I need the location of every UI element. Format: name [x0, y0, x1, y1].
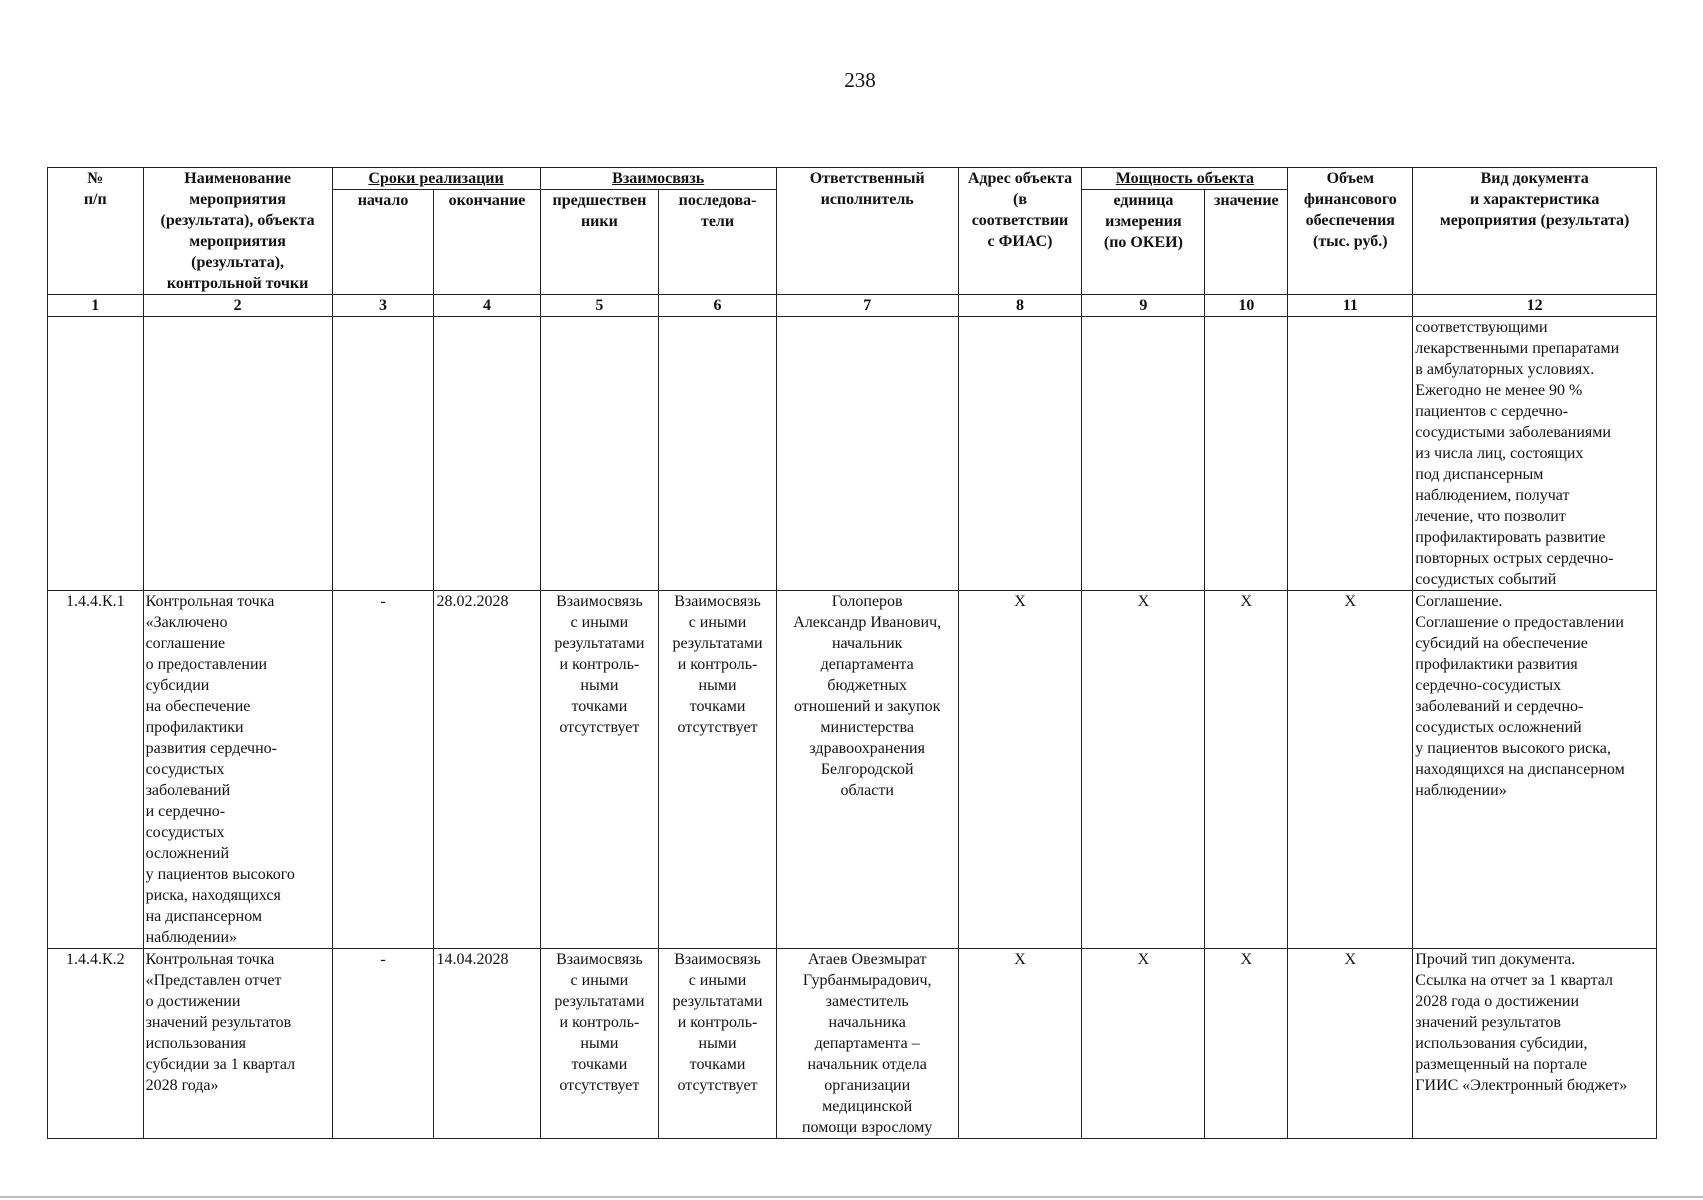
header-financing: Объем финансового обеспечения (тыс. руб.)	[1288, 168, 1413, 295]
cell-number: 1.4.4.К.1	[48, 591, 144, 949]
cell-end: 28.02.2028	[434, 591, 540, 949]
header-responsible: Ответственный исполнитель	[776, 168, 958, 295]
cell-name	[143, 317, 332, 591]
cell-responsible: Атаев Овезмырат Гурбанмырадович, заместитель начальника департамента – начальник отдела организации медицинской помощи взрослому	[776, 949, 958, 1139]
column-number: 4	[434, 295, 540, 317]
header-name: Наименование мероприятия (результата), объекта мероприятия (результата), контрольной точки	[143, 168, 332, 295]
column-numbers-row	[48, 295, 1657, 317]
cell-predecessors: Взаимосвязь с иными результатами и контроль- ными точками отсутствует	[540, 949, 659, 1139]
cell-predecessors: Взаимосвязь с иными результатами и контроль- ными точками отсутствует	[540, 591, 659, 949]
cell-financing: X	[1288, 591, 1413, 949]
header-group-relations: Взаимосвязь	[540, 168, 776, 190]
table-row	[48, 949, 1657, 1139]
header-start: начало	[332, 190, 434, 295]
cell-value: X	[1205, 949, 1288, 1139]
page-edge-divider	[0, 1196, 1703, 1198]
column-number: 10	[1205, 295, 1288, 317]
cell-responsible: Голоперов Александр Иванович, начальник департамента бюджетных отношений и закупок министерства здравоохранения Белгородской области	[776, 591, 958, 949]
header-address: Адрес объекта (в соответствии с ФИАС)	[958, 168, 1082, 295]
column-number: 3	[332, 295, 434, 317]
cell-start: -	[332, 591, 434, 949]
cell-unit: X	[1082, 949, 1205, 1139]
header-unit: единица измерения (по ОКЕИ)	[1082, 190, 1205, 295]
cell-successors: Взаимосвязь с иными результатами и контроль- ными точками отсутствует	[659, 591, 777, 949]
header-group-terms: Сроки реализации	[332, 168, 540, 190]
column-number: 6	[659, 295, 777, 317]
cell-responsible	[776, 317, 958, 591]
cell-number	[48, 317, 144, 591]
header-successors: последова- тели	[659, 190, 777, 295]
cell-value	[1205, 317, 1288, 591]
cell-address: X	[958, 949, 1082, 1139]
column-number: 11	[1288, 295, 1413, 317]
column-number: 2	[143, 295, 332, 317]
cell-successors: Взаимосвязь с иными результатами и контроль- ными точками отсутствует	[659, 949, 777, 1139]
cell-start: -	[332, 949, 434, 1139]
cell-number: 1.4.4.К.2	[48, 949, 144, 1139]
cell-document-type: Соглашение. Соглашение о предоставлении субсидий на обеспечение профилактики развития сердечно-сосудистых заболеваний и сердечно- сосудистых осложнений у пациентов высокого риска, находящихся на диспансерном наблюдении»	[1413, 591, 1657, 949]
header-document-type: Вид документа и характеристика мероприятия (результата)	[1413, 168, 1657, 295]
page-number: 238	[844, 68, 876, 92]
header-end: окончание	[434, 190, 540, 295]
table-row	[48, 317, 1657, 591]
header-value: значение	[1205, 190, 1288, 295]
table-row	[48, 591, 1657, 949]
column-number: 5	[540, 295, 659, 317]
column-number: 8	[958, 295, 1082, 317]
header-predecessors: предшествен ники	[540, 190, 659, 295]
cell-address: X	[958, 591, 1082, 949]
cell-financing	[1288, 317, 1413, 591]
header-group-capacity: Мощность объекта	[1082, 168, 1288, 190]
cell-unit: X	[1082, 591, 1205, 949]
cell-unit	[1082, 317, 1205, 591]
document-table	[47, 167, 1657, 1139]
cell-successors	[659, 317, 777, 591]
column-number: 7	[776, 295, 958, 317]
cell-financing: X	[1288, 949, 1413, 1139]
cell-name: Контрольная точка «Заключено соглашение о предоставлении субсидии на обеспечение профилактики развития сердечно- сосудистых заболеваний и сердечно- сосудистых осложнений у пациентов высокого риска, находящихся на диспансерном наблюдении»	[143, 591, 332, 949]
cell-end	[434, 317, 540, 591]
cell-document-type: Прочий тип документа. Ссылка на отчет за 1 квартал 2028 года о достижении значений результатов использования субсидии, размещенный на портале ГИИС «Электронный бюджет»	[1413, 949, 1657, 1139]
cell-start	[332, 317, 434, 591]
column-number: 12	[1413, 295, 1657, 317]
cell-predecessors	[540, 317, 659, 591]
cell-end: 14.04.2028	[434, 949, 540, 1139]
table-header	[48, 168, 1657, 317]
column-number: 9	[1082, 295, 1205, 317]
cell-address	[958, 317, 1082, 591]
column-number: 1	[48, 295, 144, 317]
header-number: № п/п	[48, 168, 144, 295]
cell-value: X	[1205, 591, 1288, 949]
cell-document-type: соответствующими лекарственными препаратами в амбулаторных условиях. Ежегодно не менее 90 % пациентов с сердечно- сосудистыми заболеваниями из числа лиц, состоящих под диспансерным наблюдением, получат лечение, что позволит профилактировать развитие повторных острых сердечно- сосудистых событий	[1413, 317, 1657, 591]
cell-name: Контрольная точка «Представлен отчет о достижении значений результатов использования субсидии за 1 квартал 2028 года»	[143, 949, 332, 1139]
